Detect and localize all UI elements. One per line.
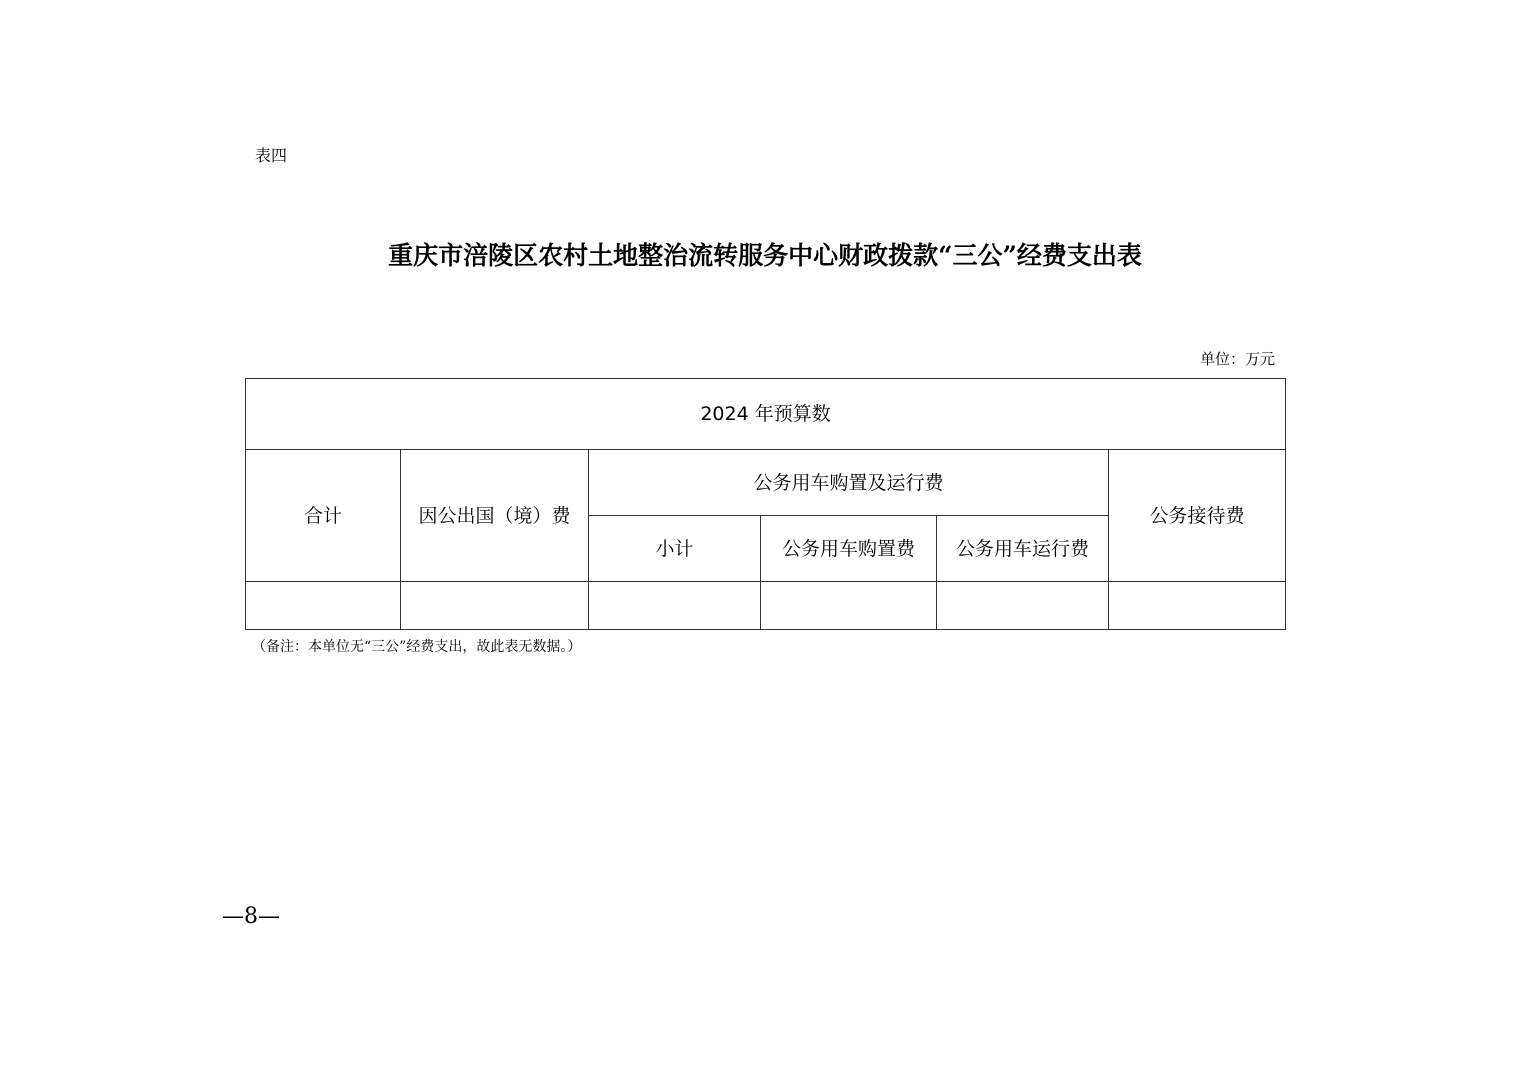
table-label: 表四 (255, 146, 288, 165)
table-note: （备注：本单位无“三公”经费支出，故此表无数据。） (252, 639, 582, 655)
page-number: —8— (222, 904, 280, 929)
subtotal-cell (589, 582, 761, 630)
budget-year-header: 2024 年预算数 (246, 379, 1286, 450)
table-row (246, 582, 1286, 630)
vehicle-operation-header: 公务用车运行费 (937, 516, 1109, 582)
expenditure-table (245, 378, 1286, 630)
vehicle-purchase-cell (761, 582, 937, 630)
total-header: 合计 (246, 450, 401, 582)
reception-cell (1109, 582, 1286, 630)
vehicle-purchase-header: 公务用车购置费 (761, 516, 937, 582)
reception-header: 公务接待费 (1109, 450, 1286, 582)
subtotal-header: 小计 (589, 516, 761, 582)
total-cell (246, 582, 401, 630)
vehicle-operation-cell (937, 582, 1109, 630)
overseas-travel-header: 因公出国（境）费 (401, 450, 589, 582)
document-title: 重庆市涪陵区农村土地整治流转服务中心财政拨款“三公”经费支出表 (388, 241, 1142, 270)
vehicle-group-header: 公务用车购置及运行费 (589, 450, 1109, 516)
unit-label: 单位：万元 (1199, 350, 1275, 368)
overseas-travel-cell (401, 582, 589, 630)
